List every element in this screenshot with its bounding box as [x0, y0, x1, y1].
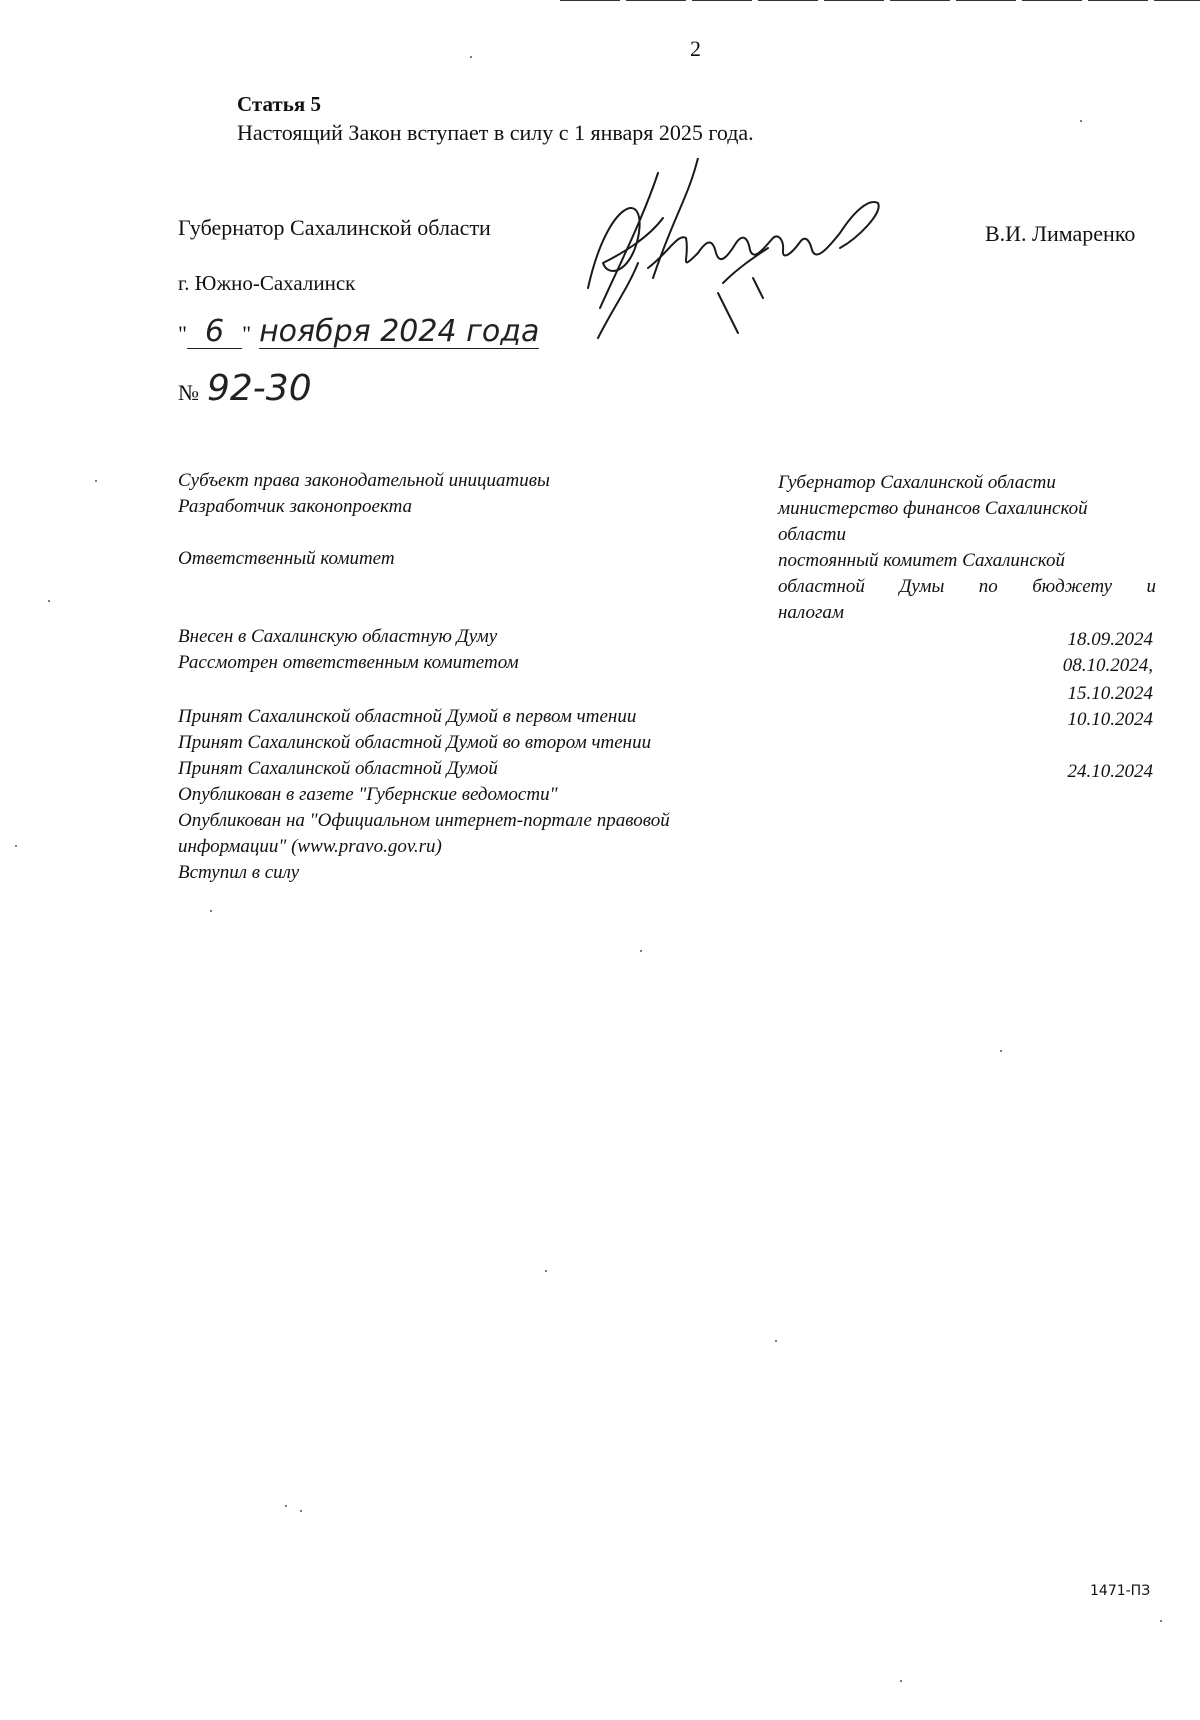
- number-value: 92-30: [207, 368, 312, 409]
- scan-speck: [285, 1505, 287, 1507]
- subject-value: Губернатор Сахалинской области: [778, 472, 1056, 493]
- published-newspaper-label: Опубликован в газете "Губернские ведомости": [178, 784, 558, 805]
- page-number: 2: [690, 36, 701, 61]
- date-open-quote: ": [178, 321, 187, 346]
- committee-word: Думы: [899, 576, 945, 597]
- scan-speck: [300, 1510, 302, 1512]
- committee-word: областной: [778, 576, 865, 597]
- submitted-date: 18.09.2024: [1067, 629, 1153, 650]
- scan-speck: [470, 56, 472, 58]
- law-number: [178, 368, 312, 409]
- scan-speck: [1000, 1050, 1002, 1052]
- submitted-label: Внесен в Сахалинскую областную Думу: [178, 626, 498, 647]
- first-reading-date: 10.10.2024: [1067, 709, 1153, 730]
- adopted-date: 24.10.2024: [1067, 761, 1153, 782]
- in-force-label: Вступил в силу: [178, 862, 300, 883]
- committee-value-line3: налогам: [778, 602, 844, 623]
- first-reading-label: Принят Сахалинской областной Думой в первом чтении: [178, 706, 637, 727]
- reviewed-date-2: 15.10.2024: [1067, 683, 1153, 704]
- scan-speck: [775, 1340, 777, 1342]
- committee-value-line1: постоянный комитет Сахалинской: [778, 550, 1065, 571]
- scan-speck: [210, 910, 212, 912]
- article-text: Настоящий Закон вступает в силу с 1 января 2025 года.: [237, 120, 754, 145]
- reviewed-label: Рассмотрен ответственным комитетом: [178, 652, 519, 673]
- reviewed-date-1: 08.10.2024,: [1062, 655, 1153, 676]
- scan-speck: [95, 480, 97, 482]
- handwritten-signature: [578, 158, 908, 358]
- date-close-quote: ": [242, 321, 252, 346]
- scan-speck: [900, 1680, 902, 1682]
- scan-speck: [545, 1270, 547, 1272]
- committee-value-line2: [778, 574, 1156, 600]
- committee-label: Ответственный комитет: [178, 548, 395, 569]
- scan-speck: [15, 845, 17, 847]
- second-reading-label: Принят Сахалинской областной Думой во втором чтении: [178, 732, 652, 753]
- published-portal-label-line1: Опубликован на "Официальном интернет-портале правовой: [178, 810, 670, 831]
- scan-speck: [1160, 1620, 1162, 1622]
- adopted-label: Принят Сахалинской областной Думой: [178, 758, 498, 779]
- document-code: 1471-ПЗ: [1090, 1583, 1151, 1599]
- developer-label: Разработчик законопроекта: [178, 496, 413, 517]
- scan-speck: [48, 600, 50, 602]
- signing-date: [178, 316, 539, 349]
- committee-word: и: [1146, 576, 1156, 597]
- signatory-title: Губернатор Сахалинской области: [178, 215, 491, 240]
- date-day: 6: [187, 316, 242, 349]
- scan-speck: [1080, 120, 1082, 122]
- signatory-name: В.И. Лимаренко: [985, 221, 1136, 246]
- published-portal-label-line2: информации" (www.pravo.gov.ru): [178, 836, 442, 857]
- scan-edge-line: [560, 0, 1200, 1]
- subject-label: Субъект права законодательной инициативы: [178, 470, 550, 491]
- date-month-year: ноября 2024 года: [259, 314, 540, 349]
- committee-word: по: [978, 576, 998, 597]
- scan-speck: [640, 950, 642, 952]
- committee-word: бюджету: [1032, 576, 1113, 597]
- number-prefix: №: [178, 380, 199, 405]
- signing-place: г. Южно-Сахалинск: [178, 271, 356, 295]
- developer-value: министерство финансов Сахалинской области: [778, 498, 1088, 545]
- article-title: Статья 5: [237, 92, 321, 116]
